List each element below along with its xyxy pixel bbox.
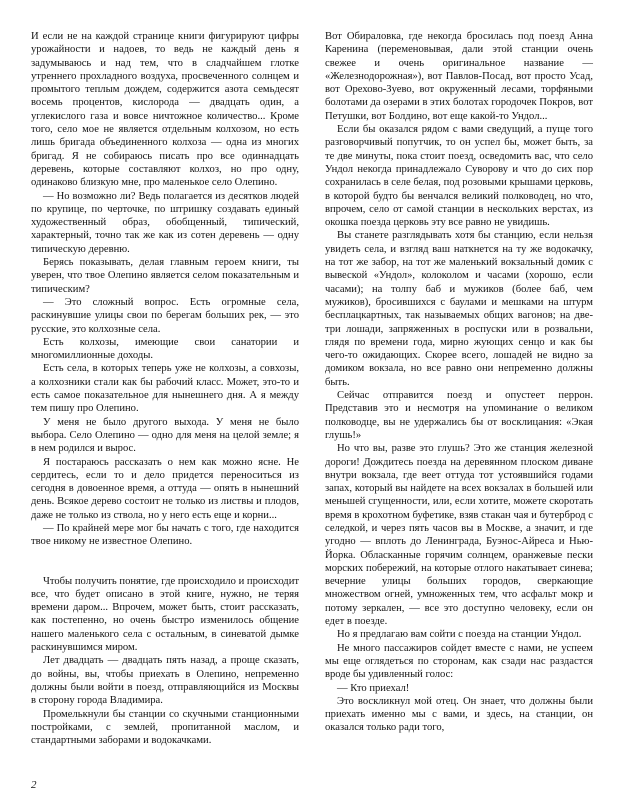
- paragraph: Лет двадцать — двадцать пять назад, а проще сказать, до войны, вы, чтобы приехать в Олепино, непременно должны были войти в поезд, отправляющийся из Москвы в сторону города Владимира.: [31, 655, 299, 707]
- right-column: [325, 30, 593, 735]
- paragraph: И если не на каждой странице книги фигурируют цифры урожайности и надоев, то ведь не каждый день я задумываюсь и над тем, что в сладчайшем глотке утреннего прохладного воздуха, просвеченного солнцем и промытого теплым дождем, содержится азота семьдесят восемь процентов, кислорода — двадцать один, а углекислого газа и вовсе ничтожное количество... Кроме того, село мое не является отдельным колхозом, но есть лишь бригада объединенного колхоза — одна из многих бригад. Я не собираюсь писать про все одиннадцать деревень, которые составляют колхоз, но про одну, одинаково близкую мне, про маленькое село Олепино.: [31, 31, 299, 189]
- left-column: [31, 30, 299, 747]
- paragraph: — Но возможно ли? Ведь полагается из десятков людей по крупице, по черточке, по штришку создавать единый художественный образ, обобщенный, типический, характерный, точно так же как из сотен деревень — одну типическую деревню.: [31, 190, 299, 255]
- paragraph: Есть колхозы, имеющие свои санатории и многомиллионные доходы.: [31, 336, 299, 362]
- paragraph: — Кто приехал!: [337, 682, 410, 694]
- paragraph: Берясь показывать, делая главным героем книги, ты уверен, что твое Олепино является селом показательным и типическим?: [31, 257, 299, 295]
- paragraph: Но я предлагаю вам сойти с поезда на станции Ундол.: [337, 629, 582, 641]
- paragraph: Сейчас отправится поезд и опустеет перрон. Представив это и несмотря на упоминание о великом полководце, вы не удержались бы от восклицания: «Экая глушь!»: [325, 390, 593, 441]
- paragraph: Есть села, в которых теперь уже не колхозы, а совхозы, а колхозники стали как бы рабочий класс. Может, это-то и есть самое показательное для нынешнего дня. А я между тем пишу про Олепино.: [31, 363, 299, 415]
- paragraph: Вот Обираловка, где некогда бросилась под поезд Анна Каренина (переменовывая, дали этой станции очень свежее и очень оригинальное название — «Железнодорожная»), вот Павлов-Посад, вот просто Усад, вот Орехово-Зуево, вот окруженный лесами, торфяными болотами да озерами в этих болотах городочек Покров, вот Петушки, вот Болдино, вот еще какой-то Ундол...: [325, 31, 593, 122]
- section-gap: [31, 549, 299, 575]
- paragraph: Если бы оказался рядом с вами сведущий, а пуще того разговорчивый попутчик, то он успел бы, может быть, за те две минуты, пока стоит поезд, осведомить вас, что село Ундол некогда принадлежало Суворову и что до сих пор сохранилась в селе белая, под розовыми крышами церковь, в которой будто бы венчался великий полководец, но что, впрочем, село от самой станции в нескольких верстах, из окошка поезда церковь эту все равно не увидишь.: [325, 124, 593, 229]
- paragraph: У меня не было другого выхода. У меня не было выбора. Село Олепино — одно для меня на целой земле; я в нем родился и вырос.: [31, 416, 299, 455]
- left-block-1: [31, 30, 299, 549]
- paragraph: Это воскликнул мой отец. Он знает, что должны были приехать именно мы с вами, и здесь, на станции, он оказался только ради того,: [325, 695, 593, 734]
- left-block-2: [31, 575, 299, 748]
- paragraph: Промелькнули бы станции со скучными станционными постройками, с землей, пропитанной маслом, и стандартными заборами и водокачками.: [31, 708, 299, 747]
- paragraph: — По крайней мере мог бы начать с того, где находится твое никому не известное Олепино.: [31, 522, 299, 548]
- paragraph: Вы станете разглядывать хотя бы станцию, если нельзя увидеть села, и взгляд ваш наткнется на ту же водокачку, на тот же забор, на тот же маленький вокзальный домик с вывеской «Ундол», колоколом и часами (хорошо, если часами); на толпу баб и мужиков (более баб, чем мужиков), бросившихся с баулами и мешками на штурм бесплацкартных, так называемых общих вагонов; на две-три лошади, запряженных в роспуски или в розвальни, глядя по времени года, мирно жующих сенцо и как бы чего-то ожидающих. Скорее всего, лошадей не видно за домиком вокзала, но все равно они непременно должны быть.: [325, 230, 593, 388]
- paragraph: Не много пассажиров сойдет вместе с нами, не успеем мы еще оглядеться по сторонам, как сзади нас раздастся вроде бы удивленный голос:: [325, 642, 593, 681]
- paragraph: Чтобы получить понятие, где происходило и происходит все, что будет описано в этой книге, нужно, не теряя времени даром... Впрочем, может быть, стоит рассказать, как постепенно, но очень быстро изменилось общение нашего маленького села с остальным, в синеватой дымке раскинувшимся миром.: [31, 575, 299, 654]
- page-number: 2: [31, 779, 37, 791]
- paragraph: Я постараюсь рассказать о нем как можно ясне. Не сердитесь, если то и дело придется переноситься из сегодня в довоенное время, а оттуда — опять в нынешний день. Всякое дерево состоит не только из листвы и плодов, даже не только из ствола, но у него есть еще и корни...: [31, 456, 299, 521]
- paragraph: Но что вы, разве это глушь? Это же станция железной дороги! Дождитесь поезда на деревянном плоском диване внутри вокзала, где веет оттуда тот устоявшийся годами запах, который вы найдете на всех вокзалах в большей или меньшей сгущенности, или, если хотите, можете скоротать время в крохотном буфетике, взяв стакан чая и бутерброд с селедкой, и через пять часов вы в Москве, а значит, и где угодно — вплоть до Ленинграда, Буэнос-Айреса и Нью-Йорка. Обласканные горячим солнцем, оранжевые пески морских побережий, на которые отлого накатывает синева; вечерние улицы больших городов, сверкающие множеством огней, умноженных тем, что асфальт мокр и потому зеркален, — все это доступно человеку, если он едет в поезде.: [325, 443, 593, 628]
- paragraph: — Это сложный вопрос. Есть огромные села, раскинувшие улицы свои по берегам больших рек, — это русские, это колхозные села.: [31, 296, 299, 335]
